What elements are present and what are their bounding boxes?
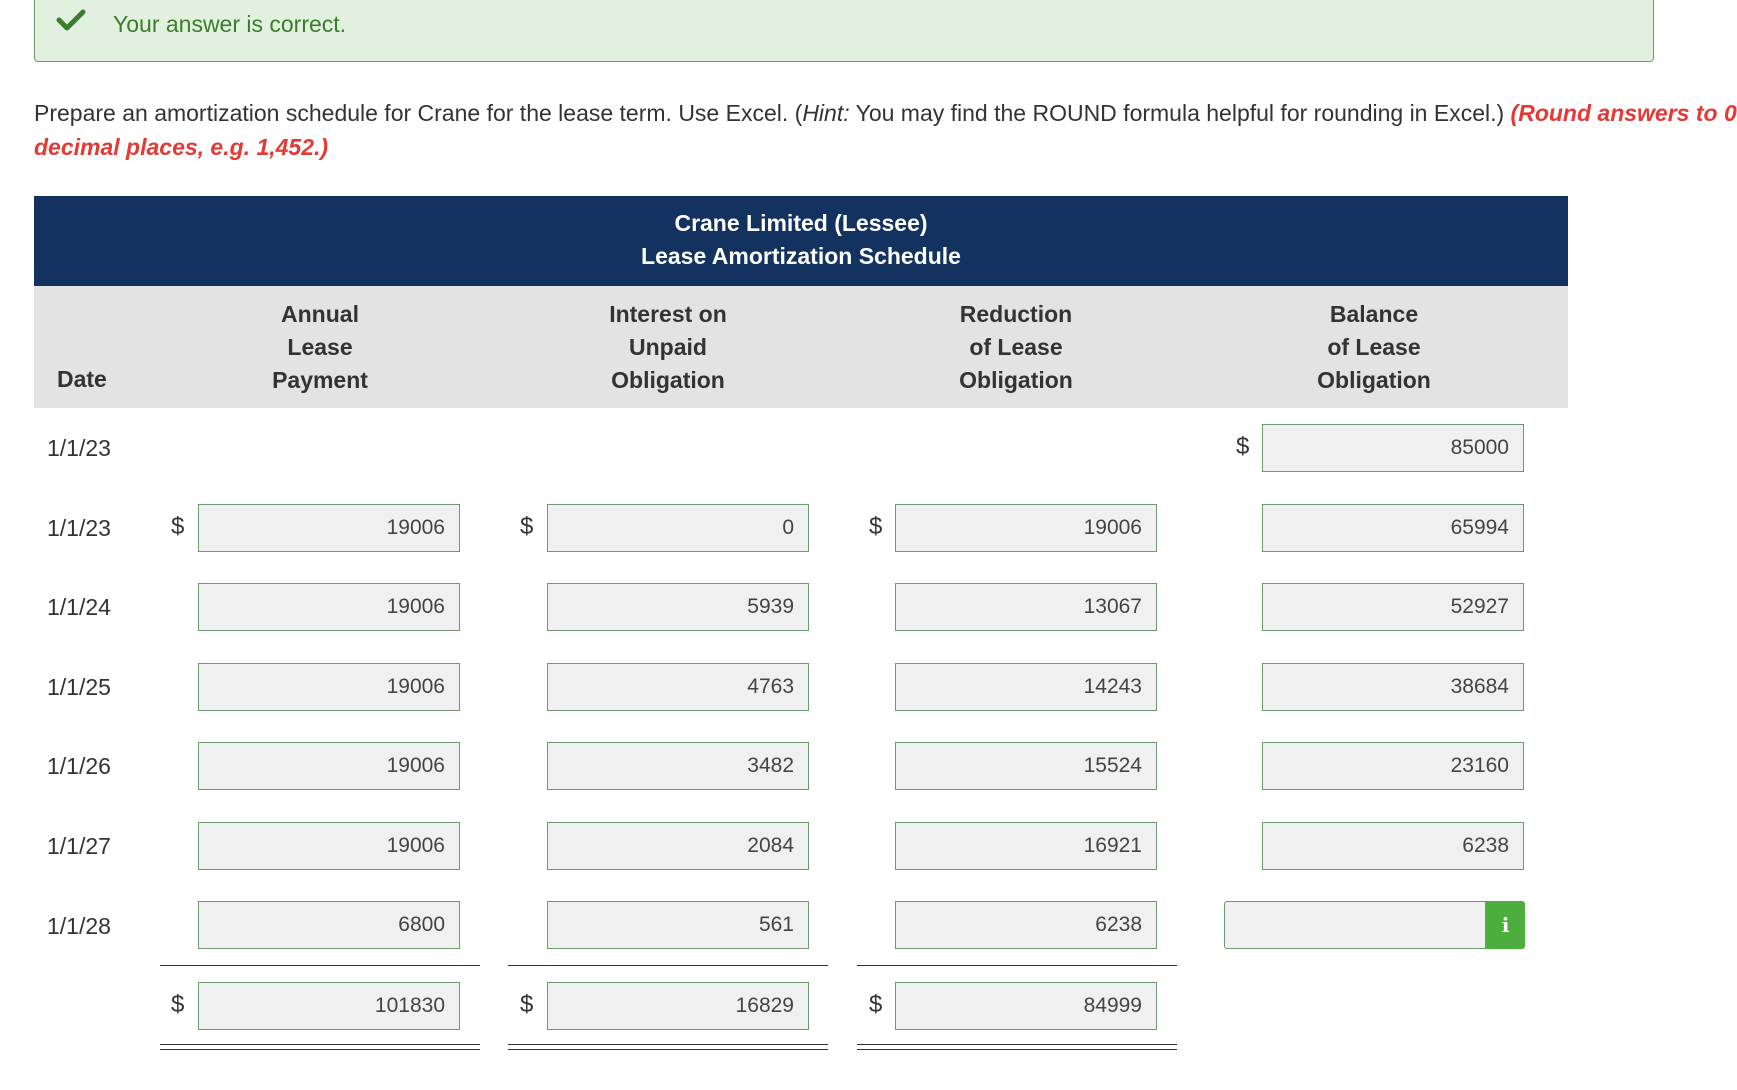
table-title: Crane Limited (Lessee): [674, 210, 928, 236]
col-header-date: Date: [57, 366, 107, 392]
total-rule: [857, 965, 1177, 966]
row-date: 1/1/26: [47, 753, 111, 779]
payment-input[interactable]: 19006: [198, 822, 460, 870]
double-rule: [508, 1044, 828, 1050]
checkmark-icon: [56, 8, 86, 32]
balance-input[interactable]: 38684: [1262, 663, 1524, 711]
interest-input[interactable]: 5939: [547, 583, 809, 631]
row-date: 1/1/23: [47, 515, 111, 541]
reduction-input[interactable]: 16921: [895, 822, 1157, 870]
interest-input[interactable]: 2084: [547, 822, 809, 870]
double-rule: [160, 1044, 480, 1050]
col-header-payment: Annual Lease Payment: [272, 301, 368, 393]
row-date: 1/1/25: [47, 674, 111, 700]
instructions-part2: You may find the ROUND formula helpful for rounding in Excel.): [849, 100, 1511, 126]
total-rule: [508, 965, 828, 966]
reduction-input[interactable]: 14243: [895, 663, 1157, 711]
payment-input[interactable]: 19006: [198, 742, 460, 790]
interest-input[interactable]: 4763: [547, 663, 809, 711]
reduction-input[interactable]: 15524: [895, 742, 1157, 790]
total-rule: [160, 965, 480, 966]
round-note-2: decimal places, e.g. 1,452.): [34, 134, 329, 160]
row-date: 1/1/27: [47, 833, 111, 859]
col-header-interest: Interest on Unpaid Obligation: [609, 301, 727, 393]
round-note-1: (Round answers to 0: [1510, 100, 1737, 126]
balance-input[interactable]: 6238: [1262, 822, 1524, 870]
col-header-balance: Balance of Lease Obligation: [1317, 301, 1431, 393]
info-icon[interactable]: i: [1486, 901, 1525, 949]
balance-input[interactable]: 52927: [1262, 583, 1524, 631]
balance-input[interactable]: [1224, 901, 1486, 949]
payment-input[interactable]: 19006: [198, 504, 460, 552]
double-rule: [857, 1044, 1177, 1050]
col-header-reduction: Reduction of Lease Obligation: [959, 301, 1073, 393]
instructions: [34, 96, 1737, 164]
row-date: 1/1/23: [47, 435, 111, 461]
row-date: 1/1/24: [47, 594, 111, 620]
reduction-input[interactable]: 13067: [895, 583, 1157, 631]
interest-input[interactable]: 561: [547, 901, 809, 949]
table-subtitle: Lease Amortization Schedule: [641, 243, 961, 269]
total-interest-input[interactable]: 16829: [547, 982, 809, 1030]
banner-text: Your answer is correct.: [113, 11, 347, 37]
payment-input[interactable]: 19006: [198, 663, 460, 711]
dollar-sign: $: [869, 991, 883, 1018]
payment-input[interactable]: 6800: [198, 901, 460, 949]
total-reduction-input[interactable]: 84999: [895, 982, 1157, 1030]
instructions-part1: Prepare an amortization schedule for Crane for the lease term. Use Excel. (: [34, 100, 803, 126]
dollar-sign: $: [1236, 433, 1250, 460]
balance-input[interactable]: 85000: [1262, 424, 1524, 472]
dollar-sign: $: [520, 513, 534, 540]
reduction-input[interactable]: 19006: [895, 504, 1157, 552]
dollar-sign: $: [171, 513, 185, 540]
reduction-input[interactable]: 6238: [895, 901, 1157, 949]
hint-label: Hint:: [802, 100, 850, 126]
dollar-sign: $: [520, 991, 534, 1018]
dollar-sign: $: [869, 513, 883, 540]
total-payment-input[interactable]: 101830: [198, 982, 460, 1030]
interest-input[interactable]: 0: [547, 504, 809, 552]
interest-input[interactable]: 3482: [547, 742, 809, 790]
payment-input[interactable]: 19006: [198, 583, 460, 631]
balance-input[interactable]: 23160: [1262, 742, 1524, 790]
row-date: 1/1/28: [47, 913, 111, 939]
table-header: [34, 196, 1568, 286]
dollar-sign: $: [171, 991, 185, 1018]
balance-input[interactable]: 65994: [1262, 504, 1524, 552]
